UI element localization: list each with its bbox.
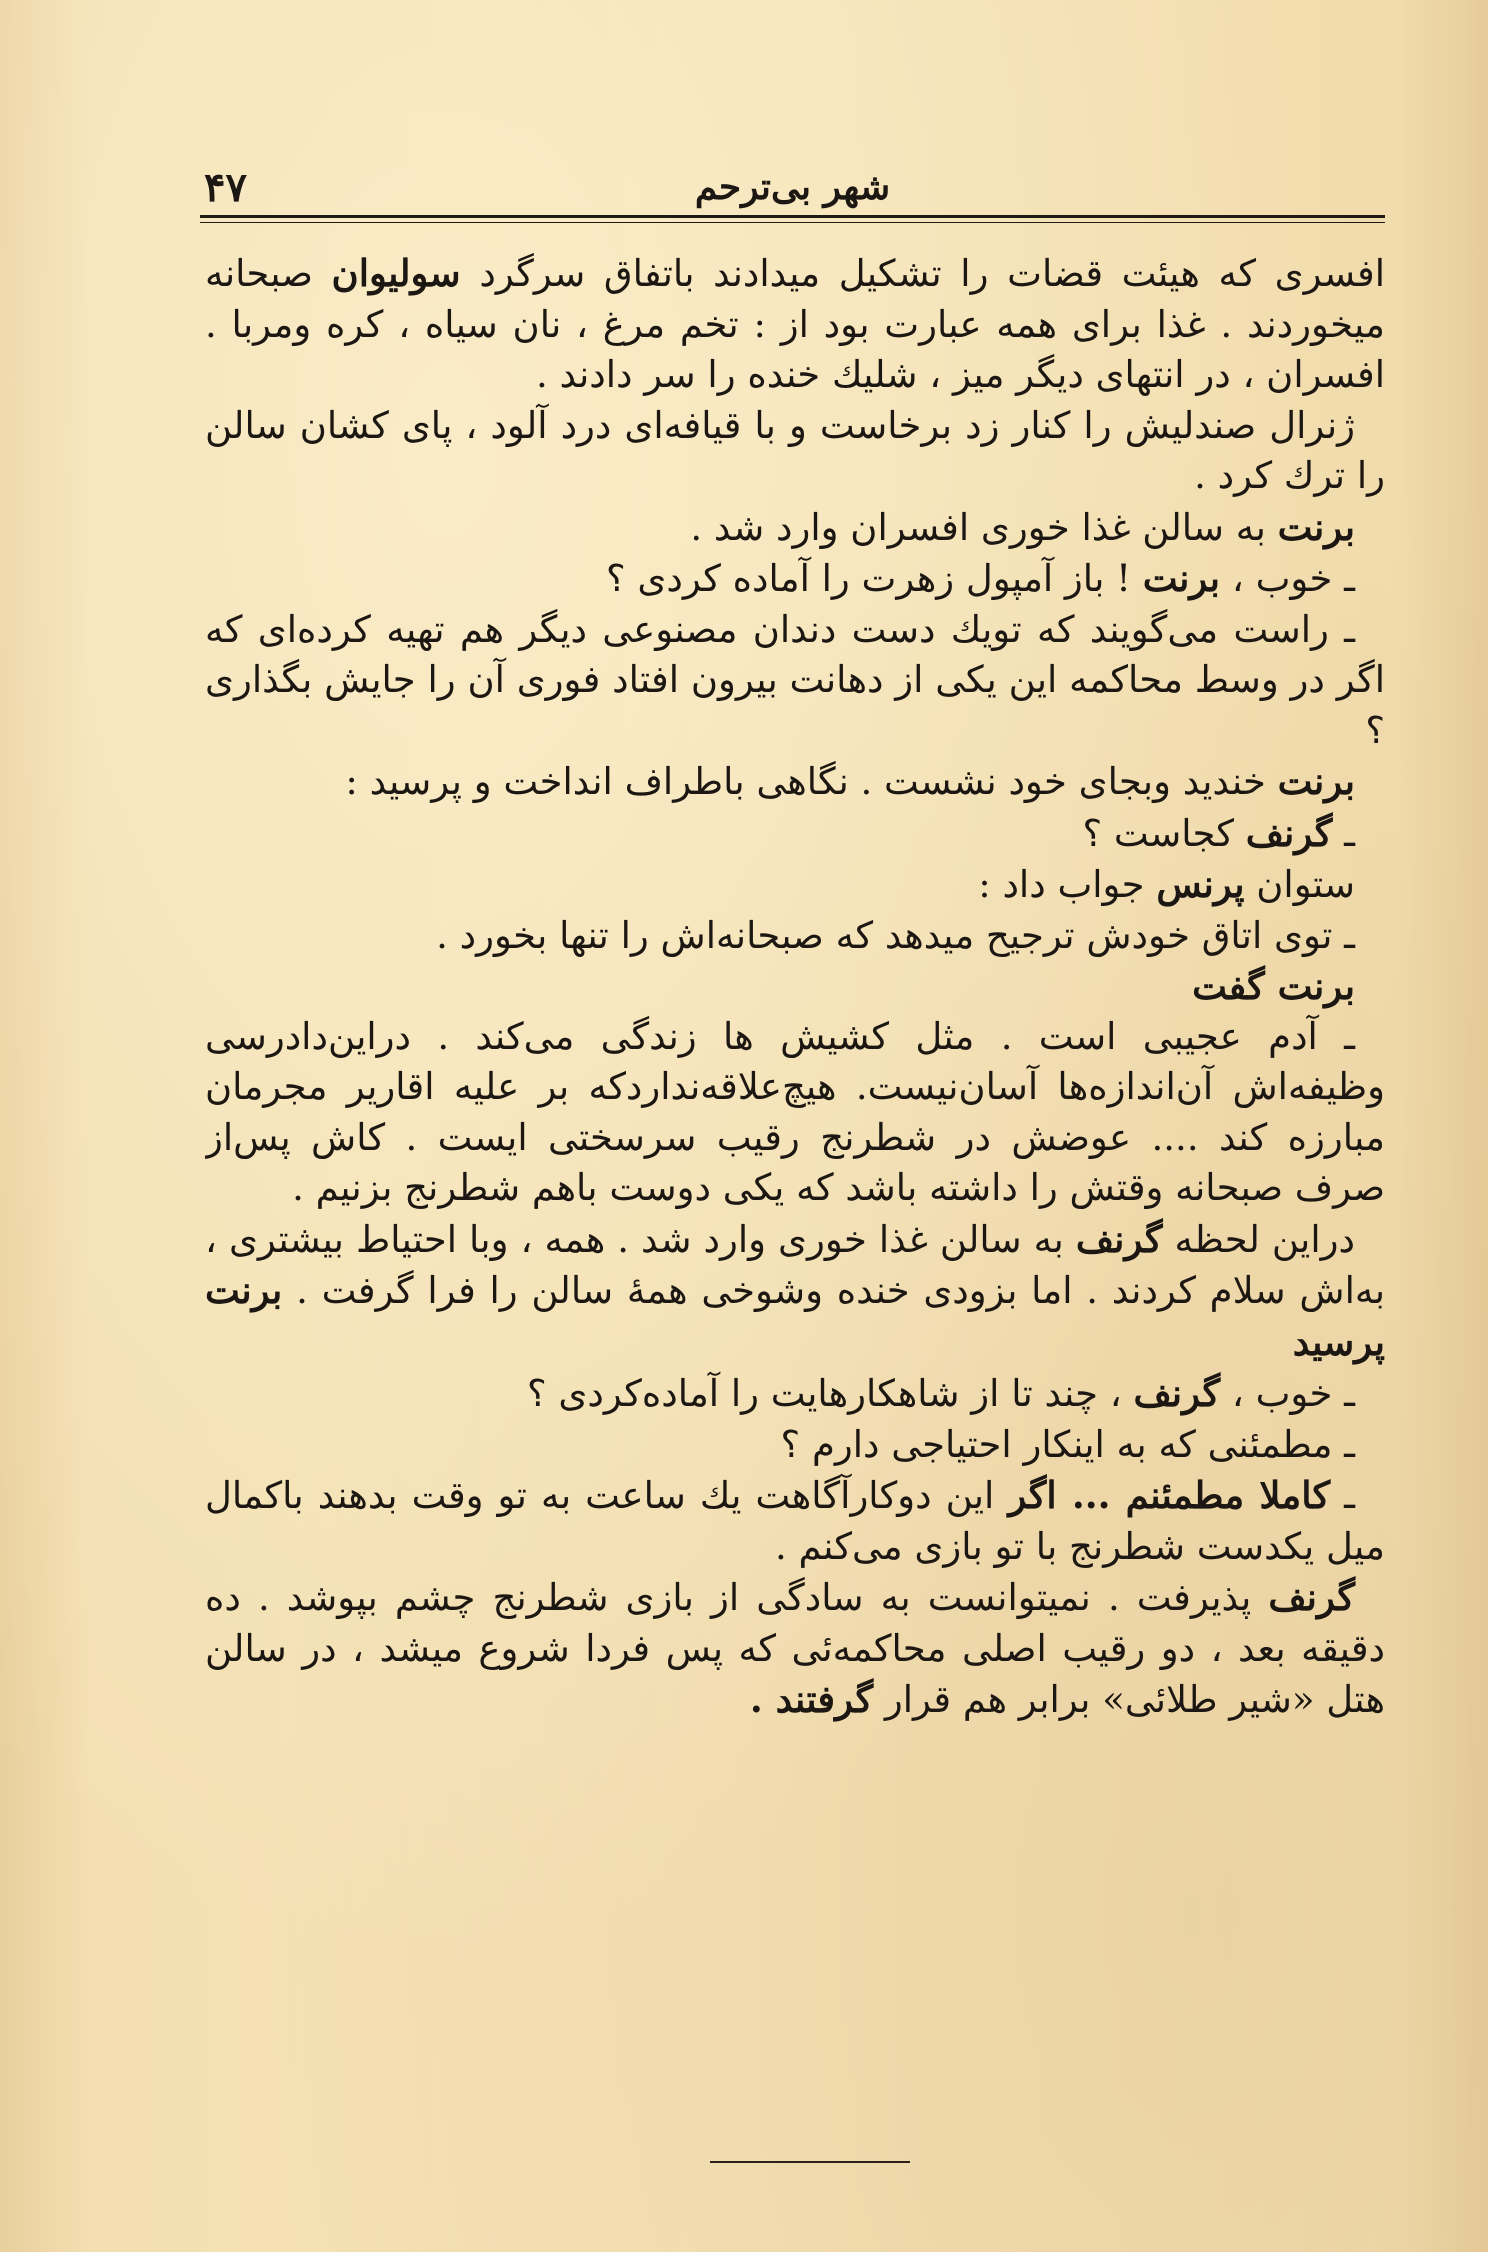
paragraph-15: ـ کاملا مطمئنم ... اگر این دوکارآگاهت یك ساعت به تو وقت بدهند باکمال میل یکدست شطرنج با تو بازی می‌کنم . — [205, 1473, 1385, 1568]
name-gernef: گرنف — [1075, 1216, 1163, 1261]
name-brent: برنت — [1277, 504, 1355, 549]
paragraph-14: ـ مطمئنی که به اینکار احتیاجی دارم ؟ — [780, 1422, 1355, 1466]
paragraph-6: برنت خندید وبجای خود نشست . نگاهی باطراف انداخت و پرسید : — [345, 759, 1355, 803]
paragraph-5: ـ راست می‌گویند که تویك دست دندان مصنوعی دیگر هم تهیه کرده‌ای که اگر در وسط محاکمه این یکی از دهانت بیرون افتاد فوری آن را جایش بگذاری ؟ — [205, 607, 1385, 752]
body-text — [205, 248, 1385, 2098]
paragraph-3: برنت به سالن غذا خوری افسران وارد شد . — [690, 504, 1355, 549]
page-header — [200, 160, 1385, 220]
paragraph-10: برنت گفت — [1192, 964, 1355, 1008]
paragraph-2: ژنرال صندلیش را کنار زد برخاست و با قیافه‌ای درد آلود ، پای کشان سالن را ترك کرد . — [205, 403, 1385, 497]
emphasis-certain: کاملا مطمئنم ... اگر — [1008, 1473, 1331, 1517]
header-rule-thin — [200, 222, 1385, 223]
paragraph-4: ـ خوب ، برنت ! باز آمپول زهرت را آماده کردی ؟ — [605, 556, 1355, 600]
name-prince: پرنس — [1156, 862, 1245, 906]
paragraph-11: ـ آدم عجیبی است . مثل کشیش ها زندگی می‌کند . دراین‌دادرسی وظیفه‌اش آن‌اندازه‌ها آسان‌نیست. هیچ‌علاقه‌ندارد‌که بر علیه اقاریر مجرمان مبارزه کند .... عوضش در شطرنج رقیب سرسختی ایست . کاش پس‌از صرف صبحانه وقتش را داشته باشد که یکی دوست باهم شطرنج بزنیم . — [205, 1014, 1385, 1209]
name-gernef: گرنف — [1245, 810, 1333, 855]
header-rule — [200, 215, 1385, 218]
name-brent: برنت — [1277, 759, 1355, 803]
closing-word: گرفتند . — [749, 1677, 874, 1721]
name-sullivan: سولیوان — [331, 251, 461, 295]
paragraph-8: ستوان پرنس جواب داد : — [978, 862, 1355, 906]
name-brent: برنت — [1142, 556, 1221, 600]
name-brent-asked: برنت پرسید — [205, 1268, 1385, 1364]
page-number: ۴۷ — [204, 164, 247, 211]
name-gernef: گرنف — [1268, 1575, 1355, 1619]
paragraph-12: دراین لحظه گرنف به سالن غذا خوری وارد شد . همه ، وبا احتیاط بیشتری ، به‌اش سلام کردند . اما بزودی خنده وشوخی همهٔ سالن را فرا گرفت . برنت پرسید — [205, 1216, 1385, 1364]
paragraph-13: ـ خوب ، گرنف ، چند تا از شاهکارهایت را آماده‌کردی ؟ — [526, 1371, 1355, 1415]
paragraph-1: افسری که هیئت قضات را تشکیل میدادند باتفاق سرگرد سولیوان صبحانه میخوردند . غذا برای همه عبارت بود از : تخم مرغ ، نان سیاه ، کره ومربا . افسران ، در انتهای دیگر میز ، شلیك خنده را سر دادند . — [205, 251, 1385, 396]
paragraph-9: ـ توی اتاق خودش ترجیح میدهد که صبحانه‌اش را تنها بخورد . — [436, 913, 1355, 957]
paragraph-16: گرنف پذیرفت . نمیتوانست به سادگی از بازی شطرنج چشم بپوشد . ده دقیقه بعد ، دو رقیب اصلی محاکمه‌ئی که پس فردا شروع میشد ، در سالن هتل «شیر طلائی» برابر هم قرار گرفتند . — [205, 1575, 1385, 1721]
footer-rule — [710, 2161, 910, 2163]
name-gernef: گرنف — [1133, 1371, 1221, 1415]
paragraph-7: ـ گرنف کجاست ؟ — [1082, 810, 1355, 855]
running-title: شهر بی‌ترحم — [694, 166, 891, 208]
